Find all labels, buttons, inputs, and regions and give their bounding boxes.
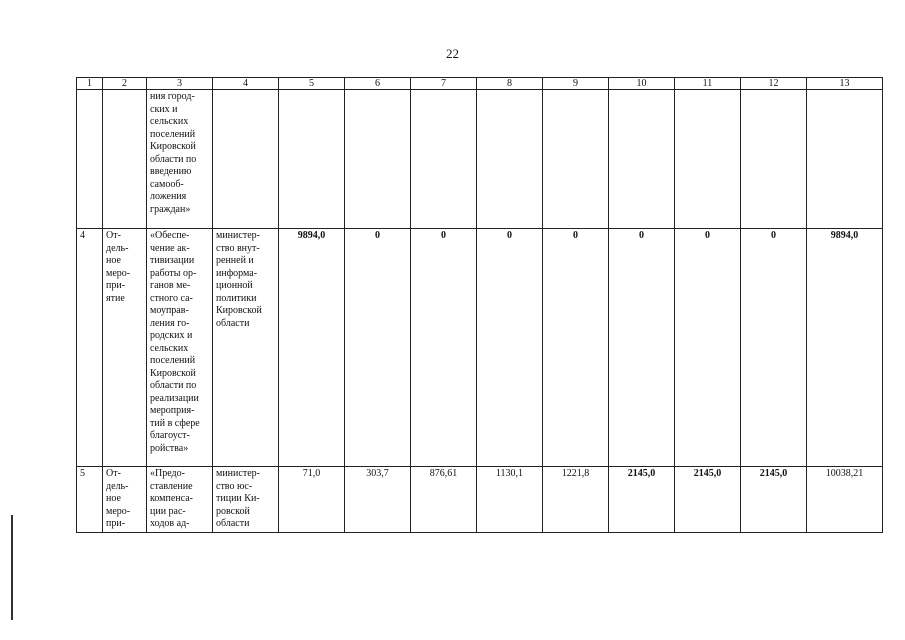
status-cell: От- дель- ное меро- при- xyxy=(103,467,147,533)
page-number: 22 xyxy=(446,46,459,61)
column-header: 6 xyxy=(345,78,411,90)
value-cell: 876,61 xyxy=(411,467,477,533)
row-number-cell xyxy=(77,90,103,229)
event-name-cell: «Предо- ставление компенса- ции рас- ходов ад- xyxy=(147,467,213,533)
column-header: 7 xyxy=(411,78,477,90)
table-row xyxy=(77,90,883,229)
column-header: 5 xyxy=(279,78,345,90)
event-name-cell: ния город- ских и сельских поселений Кировской области по введению самооб- ложения граждан» xyxy=(147,90,213,229)
value-cell: 0 xyxy=(543,229,609,467)
value-cell xyxy=(543,90,609,229)
column-header: 11 xyxy=(675,78,741,90)
value-cell: 71,0 xyxy=(279,467,345,533)
value-cell: 0 xyxy=(741,229,807,467)
value-cell: 0 xyxy=(411,229,477,467)
column-header: 8 xyxy=(477,78,543,90)
executor-cell: министер- ство внут- ренней и информа- ционной политики Кировской области xyxy=(213,229,279,467)
value-cell: 10038,21 xyxy=(807,467,883,533)
value-cell: 1130,1 xyxy=(477,467,543,533)
value-cell: 9894,0 xyxy=(807,229,883,467)
value-cell: 303,7 xyxy=(345,467,411,533)
value-cell xyxy=(675,90,741,229)
value-cell xyxy=(477,90,543,229)
column-header: 2 xyxy=(103,78,147,90)
table-row xyxy=(77,467,883,533)
value-cell xyxy=(741,90,807,229)
value-cell: 0 xyxy=(609,229,675,467)
value-cell: 2145,0 xyxy=(675,467,741,533)
value-cell xyxy=(411,90,477,229)
column-header: 1 xyxy=(77,78,103,90)
value-cell xyxy=(345,90,411,229)
executor-cell: министер- ство юс- тиции Ки- ровской области xyxy=(213,467,279,533)
scan-margin-line xyxy=(11,515,13,620)
executor-cell xyxy=(213,90,279,229)
status-cell: От- дель- ное меро- при- ятие xyxy=(103,229,147,467)
value-cell: 0 xyxy=(477,229,543,467)
column-header: 3 xyxy=(147,78,213,90)
column-header: 10 xyxy=(609,78,675,90)
value-cell xyxy=(807,90,883,229)
value-cell: 0 xyxy=(675,229,741,467)
value-cell: 2145,0 xyxy=(741,467,807,533)
event-name-cell: «Обеспе- чение ак- тивизации работы ор- ганов ме- стного са- моуправ- ления го- родских и сельских поселений Кировской области по реализации мероприя- тий в сфере благоуст- ройства» xyxy=(147,229,213,467)
value-cell: 1221,8 xyxy=(543,467,609,533)
table-header-row xyxy=(77,78,883,90)
column-header: 9 xyxy=(543,78,609,90)
value-cell: 2145,0 xyxy=(609,467,675,533)
value-cell: 9894,0 xyxy=(279,229,345,467)
value-cell xyxy=(279,90,345,229)
column-header: 13 xyxy=(807,78,883,90)
budget-table xyxy=(76,77,883,533)
value-cell: 0 xyxy=(345,229,411,467)
column-header: 12 xyxy=(741,78,807,90)
row-number-cell: 4 xyxy=(77,229,103,467)
column-header: 4 xyxy=(213,78,279,90)
status-cell xyxy=(103,90,147,229)
row-number-cell: 5 xyxy=(77,467,103,533)
value-cell xyxy=(609,90,675,229)
table-row xyxy=(77,229,883,467)
